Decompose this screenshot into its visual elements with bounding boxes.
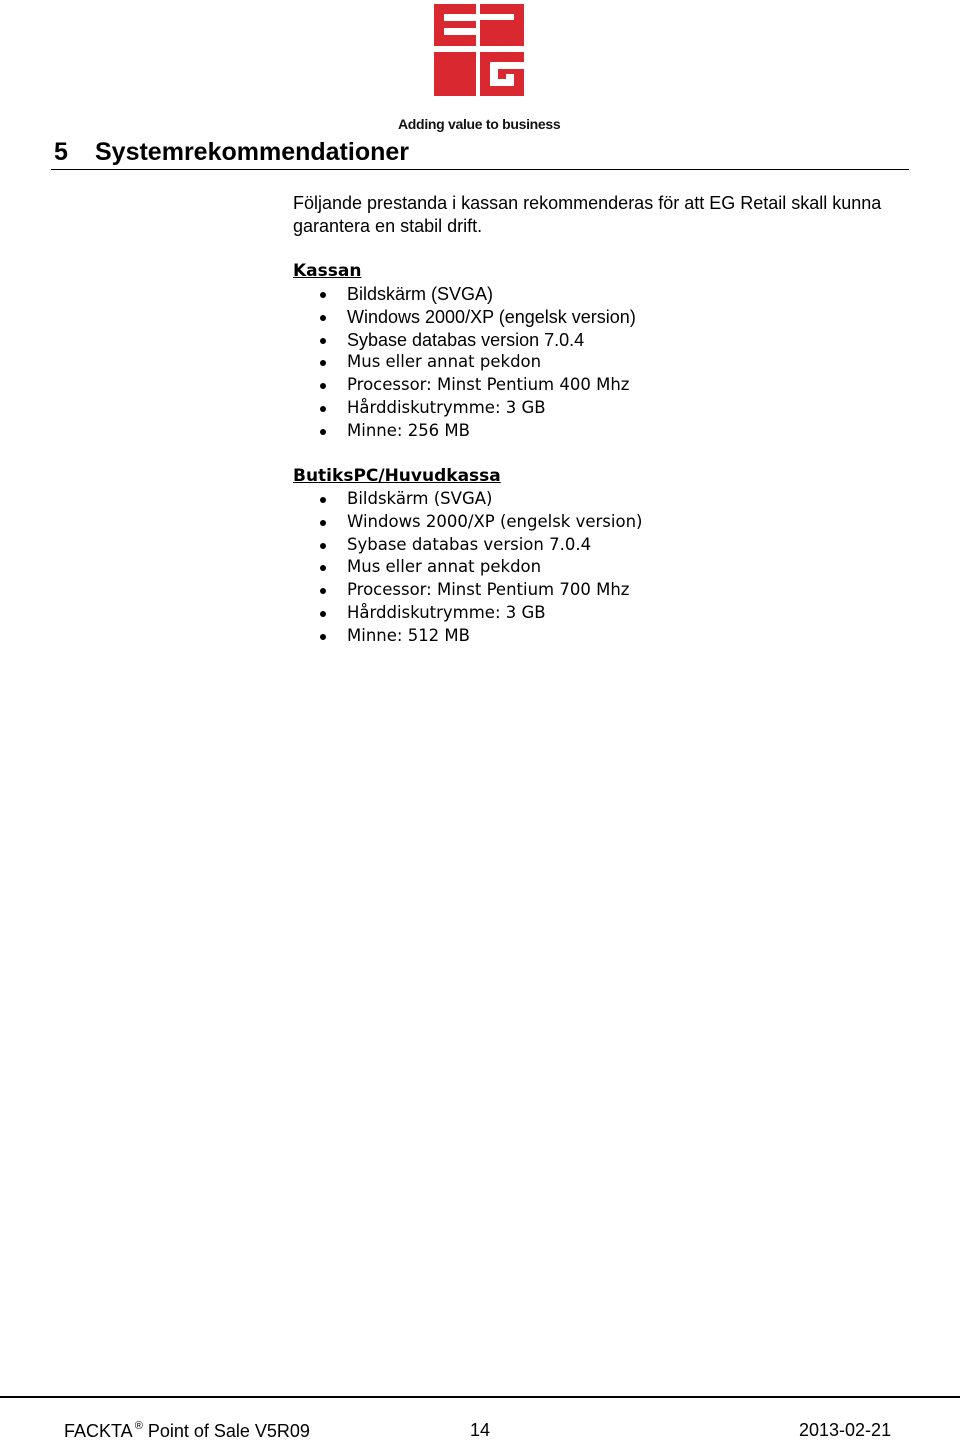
logo-tagline: Adding value to business — [398, 116, 561, 132]
footer-divider — [0, 1396, 960, 1398]
bullet-icon — [320, 292, 326, 298]
requirements-list — [293, 488, 913, 648]
list-item — [293, 306, 913, 329]
heading-divider — [51, 169, 909, 170]
footer-product — [64, 1420, 310, 1442]
list-item-text: Bildskärm (SVGA) — [347, 284, 494, 304]
list-item — [293, 625, 913, 648]
list-item — [293, 397, 913, 420]
list-item — [293, 329, 913, 352]
bullet-icon — [320, 406, 326, 412]
list-item-text: Minne: 512 MB — [347, 625, 470, 645]
section-heading — [54, 138, 409, 167]
bullet-icon — [320, 338, 326, 344]
list-item — [293, 579, 913, 602]
bullet-icon — [320, 383, 326, 389]
registered-mark: ® — [134, 1420, 143, 1432]
intro-paragraph: Följande prestanda i kassan rekommenderas för att EG Retail skall kunna garantera en stabil drift. — [293, 193, 882, 236]
list-item — [293, 511, 913, 534]
list-item-text: Mus eller annat pekdon — [347, 557, 542, 577]
bullet-icon — [320, 588, 326, 594]
list-item-text: Windows 2000/XP (engelsk version) — [347, 306, 636, 327]
requirements-section-butikspc — [293, 465, 913, 648]
list-item — [293, 420, 913, 443]
bullet-icon — [320, 497, 326, 503]
list-item — [293, 556, 913, 579]
list-item — [293, 374, 913, 397]
bullet-icon — [320, 543, 326, 549]
eg-logo-mark — [434, 4, 524, 96]
section-title: Systemrekommendationer — [95, 138, 410, 166]
subsection-title: Kassan — [293, 261, 362, 281]
section-number: 5 — [54, 138, 68, 166]
bullet-icon — [320, 611, 326, 617]
list-item-text: Minne: 256 MB — [347, 420, 470, 440]
list-item-text: Bildskärm (SVGA) — [347, 489, 493, 508]
page-number: 14 — [470, 1420, 491, 1440]
footer-product-version: Point of Sale V5R09 — [147, 1421, 310, 1441]
eg-logo — [398, 4, 568, 136]
bullet-icon — [320, 429, 326, 435]
list-item — [293, 602, 913, 625]
list-item-text: Processor: Minst Pentium 400 Mhz — [347, 375, 630, 395]
footer-product-name: FACKTA — [64, 1421, 133, 1441]
bullet-icon — [320, 634, 326, 640]
bullet-icon — [320, 315, 326, 321]
list-item-text: Hårddiskutrymme: 3 GB — [347, 397, 546, 417]
list-item-text: Sybase databas version 7.0.4 — [347, 534, 592, 554]
list-item — [293, 488, 913, 511]
list-item — [293, 351, 913, 374]
bullet-icon — [320, 360, 326, 366]
list-item-text: Hårddiskutrymme: 3 GB — [347, 602, 546, 622]
list-item-text: Sybase databas version 7.0.4 — [347, 329, 585, 350]
list-item — [293, 283, 913, 306]
requirements-list — [293, 283, 913, 443]
list-item-text: Windows 2000/XP (engelsk version) — [347, 511, 643, 531]
footer-date: 2013-02-21 — [799, 1420, 892, 1440]
requirements-section-kassan — [293, 260, 913, 443]
bullet-icon — [320, 565, 326, 571]
list-item-text: Mus eller annat pekdon — [347, 352, 542, 372]
list-item — [293, 534, 913, 557]
list-item-text: Processor: Minst Pentium 700 Mhz — [347, 580, 630, 600]
bullet-icon — [320, 520, 326, 526]
subsection-title: ButiksPC/Huvudkassa — [293, 466, 501, 486]
